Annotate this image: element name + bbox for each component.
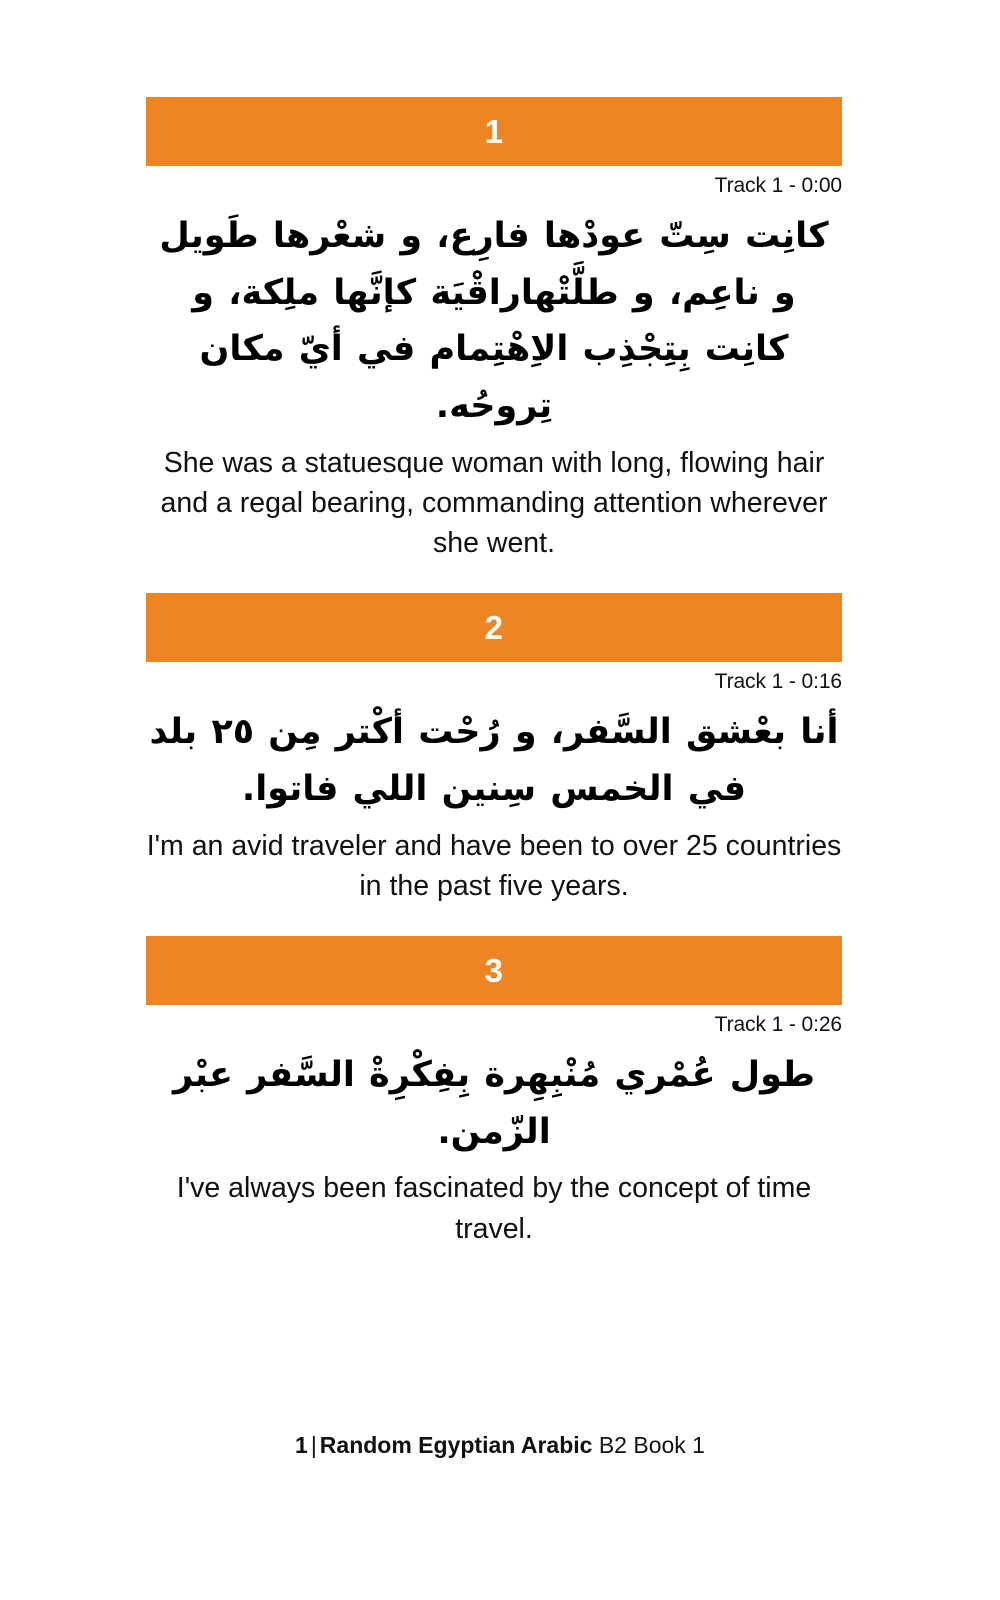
entry-2-track-label: Track 1 - 0:16 [714,670,842,694]
entry-1-header-bar [146,97,842,166]
entry-3-track-label: Track 1 - 0:26 [714,1012,842,1036]
page-footer [0,1432,1000,1459]
entry-3-english-text: I've always been fascinated by the concept of time travel. [176,1172,812,1245]
entry-1-arabic-text: كانِت سِتّ عودْها فارِع، و شعْرها طَويل و ناعِم، و طلَّتْهاراقْيَة كإنَّها ملِكة، و كانِت بِتِجْذِب الاِهْتِمام في أيّ مكان تِروحُه. [159,216,829,427]
entry-2-english-text: I'm an avid traveler and have been to over 25 countries in the past five years. [146,829,842,902]
entry-3-header-bar [146,936,842,1005]
entry-3 [146,906,842,1249]
entry-2-number: 2 [484,609,504,647]
footer-page-number: 1 [295,1432,308,1458]
footer-subtitle: B2 Book 1 [598,1432,705,1458]
entry-3-arabic-text: طول عُمْري مُنْبِهِرة بِفِكْرِةْ السَّفر عبْر الزّمن. [172,1054,816,1152]
entry-3-number: 3 [484,951,504,989]
footer-separator: | [310,1432,317,1458]
entry-1-english-text: She was a statuesque woman with long, flowing hair and a regal bearing, commanding attention wherever she went. [160,446,828,560]
entry-1-track-label: Track 1 - 0:00 [714,174,842,197]
entry-2-header-bar [146,593,842,662]
entry-1 [146,0,842,563]
entry-2-arabic-text: أنا بعْشق السَّفر، و رُحْت أكْتر مِن ٢٥ بلد في الخمس سِنين اللي فاتوا. [149,712,839,809]
entry-1-number: 1 [484,113,504,150]
entry-2 [146,563,842,906]
entries-container [146,0,842,1249]
footer-title: Random Egyptian Arabic [319,1432,593,1458]
